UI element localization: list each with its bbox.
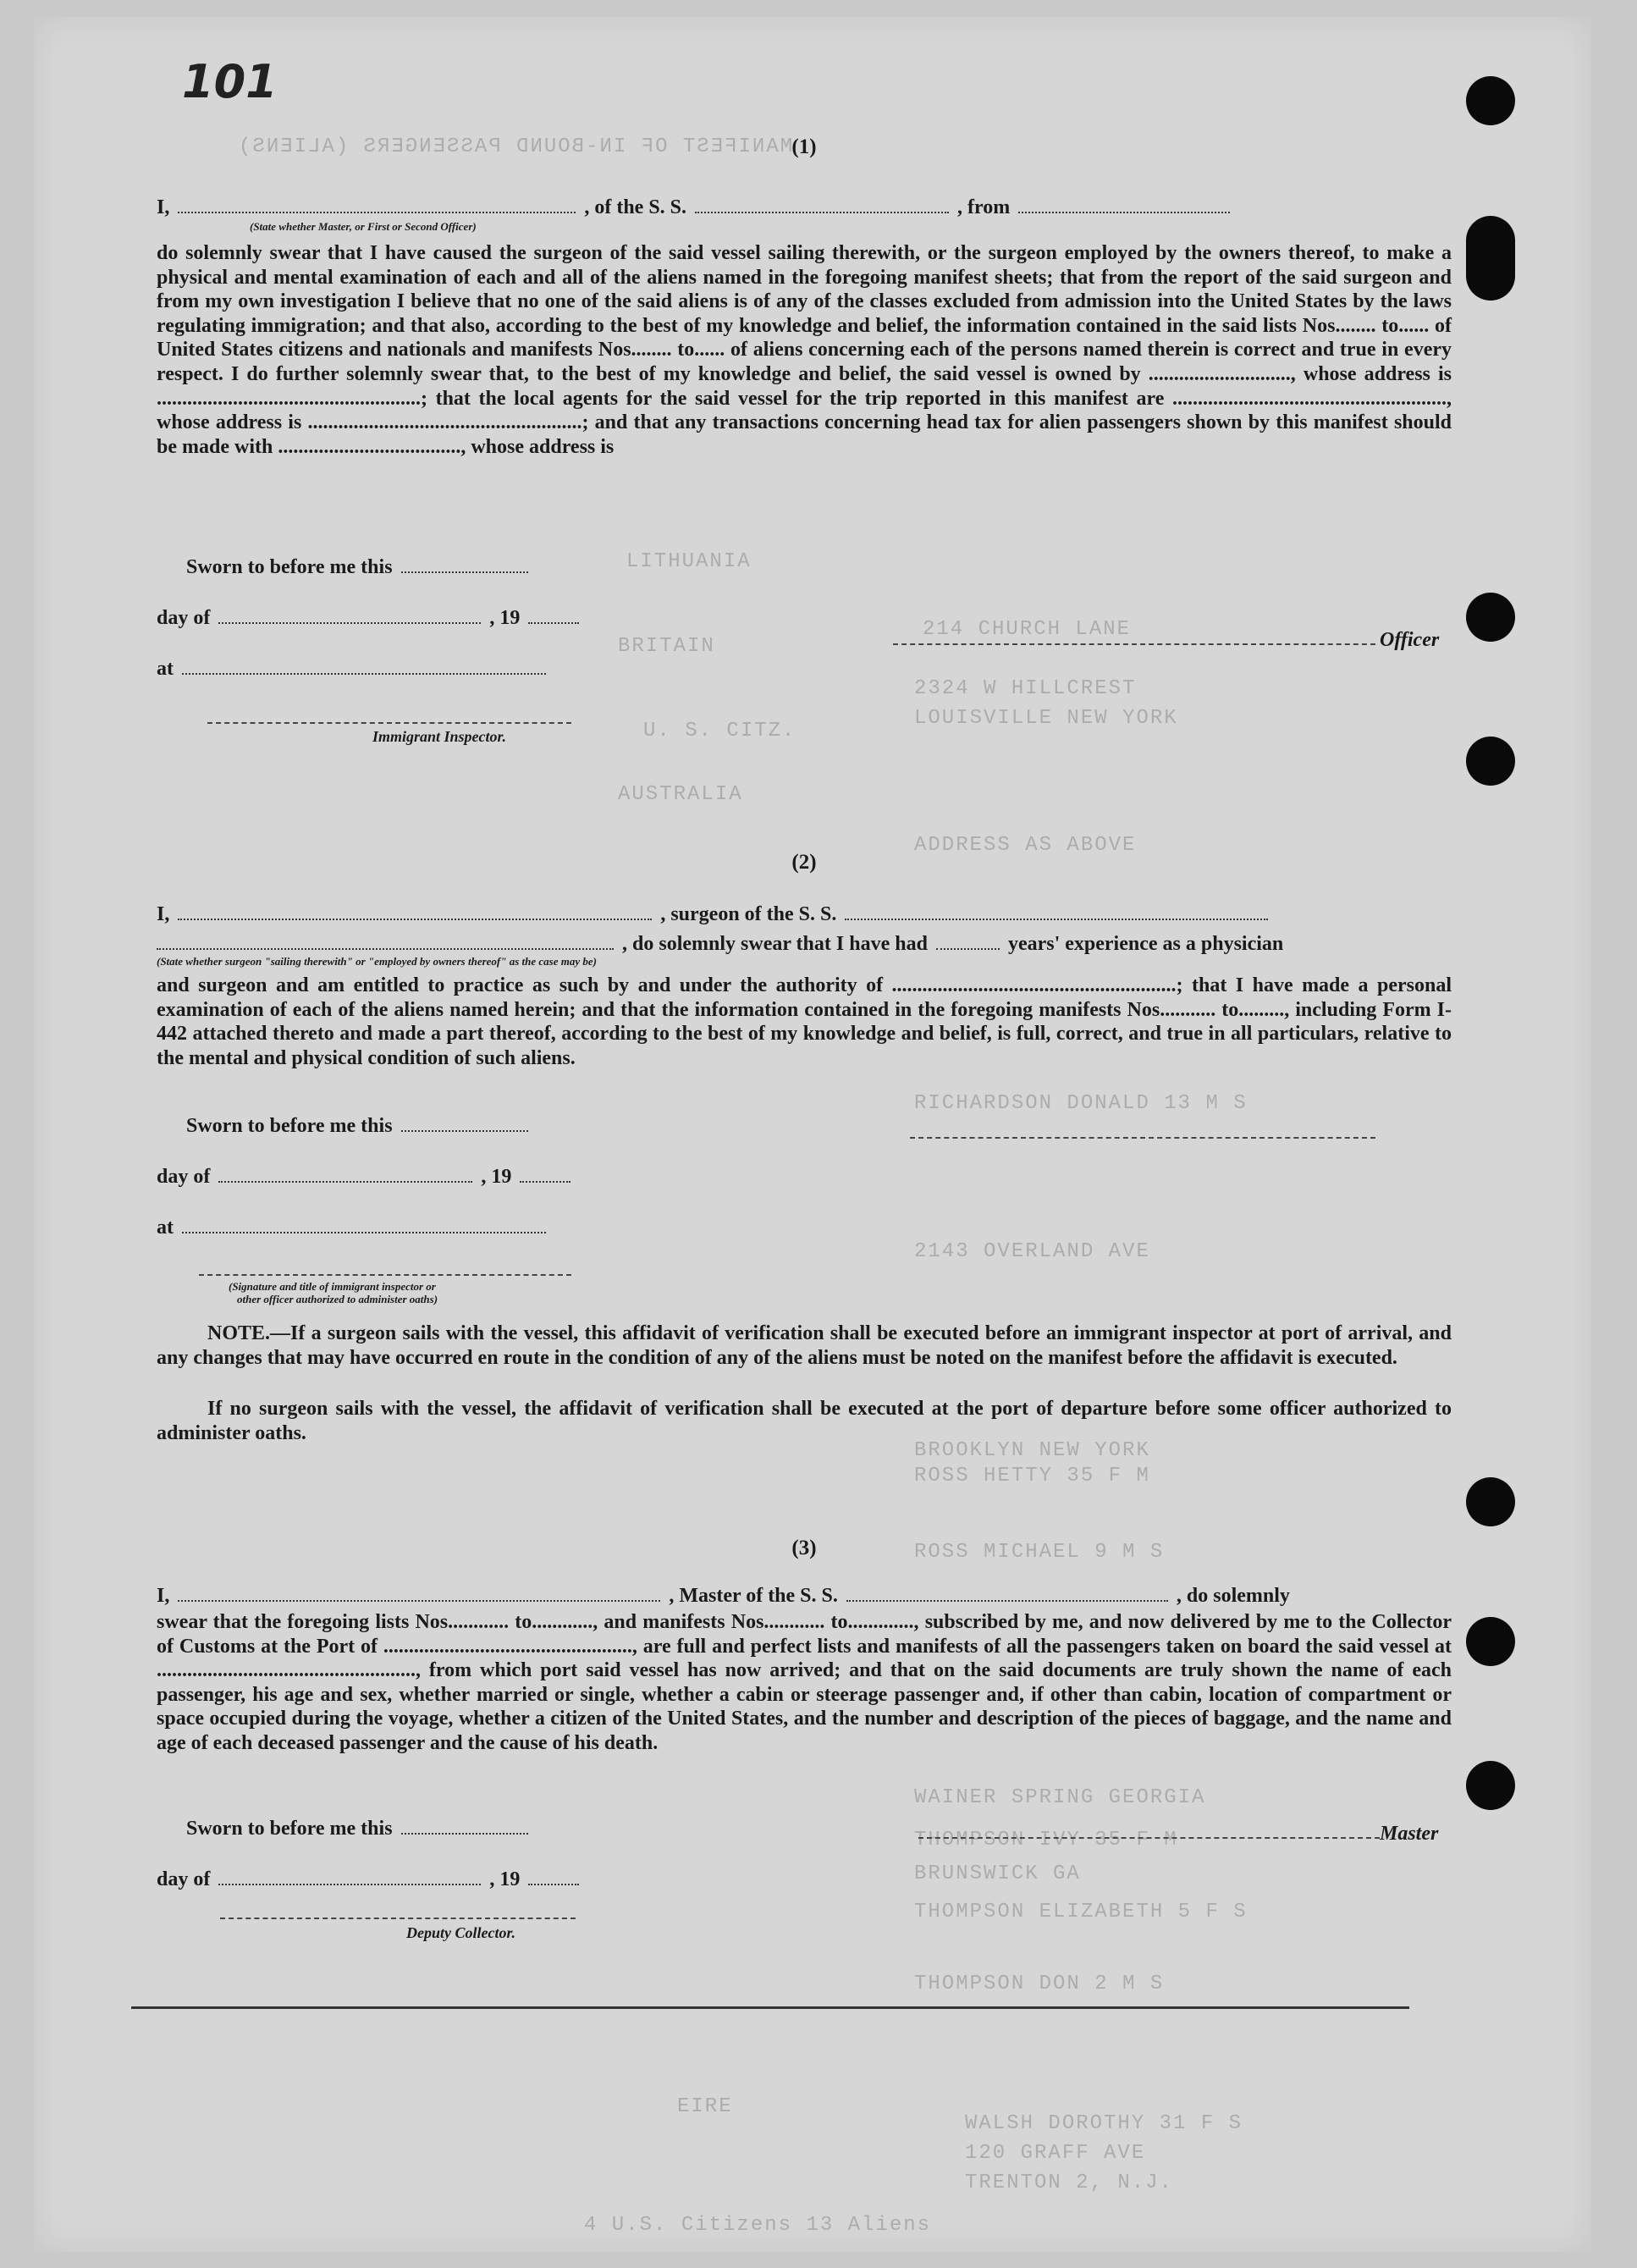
punch-hole xyxy=(1466,737,1515,786)
year-field[interactable] xyxy=(528,1868,579,1885)
year-field[interactable] xyxy=(520,1166,570,1183)
bleed-text: WAINER SPRING GEORGIA xyxy=(914,1786,1206,1809)
label-day-of: day of xyxy=(157,607,211,629)
day-line xyxy=(157,1867,664,1892)
bleed-text: MANIFEST OF IN-BOUND PASSENGERS (ALIENS) xyxy=(237,135,793,158)
bleed-text: BROOKLYN NEW YORK xyxy=(914,1439,1150,1462)
sworn-line xyxy=(186,1113,694,1139)
bleed-text: ADDRESS AS ABOVE xyxy=(914,834,1137,857)
bleed-text: RICHARDSON DONALD 13 M S xyxy=(914,1092,1248,1115)
surgeon-signature-line[interactable] xyxy=(910,1137,1375,1139)
at-field[interactable] xyxy=(182,658,546,675)
punch-hole xyxy=(1466,1477,1515,1526)
section-2-surgeon-oath xyxy=(157,851,1452,1460)
inspector-label: Immigrant Inspector. xyxy=(372,728,507,745)
day-line xyxy=(157,605,664,631)
punch-hole xyxy=(1466,1617,1515,1666)
bleed-text: EIRE xyxy=(677,2095,733,2118)
bleed-text: LOUISVILLE NEW YORK xyxy=(914,707,1178,730)
bleed-text: 120 GRAFF AVE xyxy=(965,2142,1146,2165)
from-field[interactable] xyxy=(1018,196,1230,213)
section-number: (3) xyxy=(791,1537,817,1559)
label-do-solemnly: , do solemnly xyxy=(1176,1585,1290,1607)
label-year: , 19 xyxy=(489,607,521,629)
manifest-page xyxy=(34,17,1591,2252)
bleed-text: WALSH DOROTHY 31 F S xyxy=(965,2112,1243,2135)
master-signature-line[interactable] xyxy=(918,1837,1380,1839)
bleed-text: ROSS MICHAEL 9 M S xyxy=(914,1541,1165,1564)
day-field[interactable] xyxy=(218,607,481,624)
bleed-text: U. S. CITZ. xyxy=(643,720,796,742)
label-master-of: , Master of the S. S. xyxy=(669,1585,838,1607)
section-3-master-declaration xyxy=(157,1537,1452,1977)
sworn-line xyxy=(186,555,694,580)
vessel-field[interactable] xyxy=(845,903,1268,920)
at-field[interactable] xyxy=(182,1217,546,1233)
surgeon-type-field[interactable] xyxy=(157,933,614,950)
surgeon-name-field[interactable] xyxy=(178,903,652,920)
master-label: Master xyxy=(1380,1823,1439,1845)
officer-label: Officer xyxy=(1380,629,1440,651)
master-line-1 xyxy=(157,1583,1452,1609)
inspector-signature-line[interactable] xyxy=(207,722,571,724)
label-at: at xyxy=(157,658,174,680)
bleed-text: THOMPSON IVY 35 F M xyxy=(914,1829,1178,1851)
bleed-text: BRUNSWICK GA xyxy=(914,1862,1081,1885)
official-signature-line[interactable] xyxy=(199,1274,571,1276)
surgeon-line-1 xyxy=(157,902,1452,927)
note-paragraph-2: If no surgeon sails with the vessel, the affidavit of verification shall be executed at the port of departure before some officer authorized to administer oaths. xyxy=(157,1398,1452,1444)
label-years-exp: years' experience as a physician xyxy=(1007,933,1284,955)
bleed-text: ROSS HETTY 35 F M xyxy=(914,1465,1150,1487)
label-at: at xyxy=(157,1217,174,1239)
master-name-field[interactable] xyxy=(178,1585,660,1602)
at-line xyxy=(157,1215,664,1240)
vessel-field[interactable] xyxy=(695,196,949,213)
label-day-of: day of xyxy=(157,1166,211,1188)
surgeon-line-2 xyxy=(157,931,1452,957)
section-number: (1) xyxy=(791,135,817,158)
label-i: I, xyxy=(157,196,170,218)
punch-hole xyxy=(1466,593,1515,642)
day-field[interactable] xyxy=(218,1166,472,1183)
oath-body: do solemnly swear that I have caused the surgeon of the said vessel sailing therewith, or the surgeon employed by the owners thereof, to make a physical and mental examination of each and all of the aliens named in the foregoing manifest sheets; that from the report of the said surgeon and from my own investigation I believe that no one of the said aliens is of any of the classes excluded from admission into the United States by the laws regulating immigration; and that also, according to the best of my knowledge and belief, the information contained in the said lists Nos........ to...... of United States citizens and nationals and manifests Nos........ to...... of aliens concerning each of the persons named therein is correct and true in every respect. I do further solemnly swear that, to the best of my knowledge and belief, the said vessel is owned by ............................, whose address is ....................................................; that the local agents for the said vessel for the trip reported in this manifest are ......................................................, whose address is ......................................................; and that any transactions concerning head tax for alien passengers shown by this manifest should be made with ...................................., whose address is xyxy=(157,242,1452,458)
sworn-date-field[interactable] xyxy=(401,1115,528,1132)
day-line xyxy=(157,1164,664,1189)
bleed-text: BRITAIN xyxy=(618,635,715,658)
label-day-of: day of xyxy=(157,1868,211,1890)
vessel-field[interactable] xyxy=(846,1585,1168,1602)
label-of-ss: , of the S. S. xyxy=(584,196,687,218)
name-field[interactable] xyxy=(178,196,576,213)
bleed-text: THOMPSON DON 2 M S xyxy=(914,1973,1165,1995)
surgeon-hint: (State whether surgeon "sailing therewith" or "employed by owners thereof" as the case may be) xyxy=(157,955,597,968)
surgeon-body: and surgeon and am entitled to practice as such by and under the authority of ........................................................; that I have made a personal examination of each of the aliens named herein; and that the information contained in the foregoing manifests Nos........... to........., including Form I-442 attached thereto and made a part thereof, according to the best of my knowledge and belief, is full, correct, and true in all particulars, relative to the mental and physical condition of such aliens. xyxy=(157,974,1452,1069)
bleed-text: 214 CHURCH LANE xyxy=(923,618,1132,641)
label-sworn: Sworn to before me this xyxy=(186,1115,393,1137)
section-1-master-oath xyxy=(157,135,1452,745)
bleed-text: AUSTRALIA xyxy=(618,783,743,806)
officer-signature-line[interactable] xyxy=(893,643,1375,645)
note-paragraph-1: NOTE.—If a surgeon sails with the vessel, this affidavit of verification shall be executed before an immigrant inspector at port of arrival, and any changes that may have occurred en route in the condition of any of the aliens must be noted on the manifest before the affidavit is executed. xyxy=(157,1322,1452,1369)
label-sworn: Sworn to before me this xyxy=(186,1818,393,1840)
sworn-date-field[interactable] xyxy=(401,1818,528,1835)
label-sworn: Sworn to before me this xyxy=(186,556,393,578)
sworn-date-field[interactable] xyxy=(401,556,528,573)
signature-hint-1: (Signature and title of immigrant inspector or xyxy=(229,1280,436,1293)
label-from: , from xyxy=(957,196,1011,218)
sworn-line xyxy=(186,1816,694,1841)
bleed-text: LITHUANIA xyxy=(626,550,752,573)
section-number: (2) xyxy=(791,851,817,874)
label-year: , 19 xyxy=(481,1166,512,1188)
bottom-rule xyxy=(131,2006,1409,2009)
at-line xyxy=(157,656,664,682)
signature-hint-2: other officer authorized to administer oaths) xyxy=(237,1293,438,1305)
label-year: , 19 xyxy=(489,1868,521,1890)
punch-hole xyxy=(1466,1761,1515,1810)
years-field[interactable] xyxy=(936,933,1000,950)
label-i: I, xyxy=(157,903,170,925)
bleed-text: 2143 OVERLAND AVE xyxy=(914,1240,1150,1263)
label-solemnly: , do solemnly swear that I have had xyxy=(622,933,928,955)
label-i: I, xyxy=(157,1585,170,1607)
declaration-body: swear that the foregoing lists Nos............ to............, and manifests Nos............ to............., subscribed by me, and now delivered by me to the Collector of Customs at the Port of ................................................., are full and perfect lists and manifests of all the passengers taken on board the said vessel at ..................................................., from which port said vessel has now arrived; and that on the said documents are truly shown the name of each passenger, his age and sex, whether married or single, whether a cabin or steerage passenger and, if other than cabin, location of compartment or space occupied during the voyage, whether a citizen of the United States, and the number and description of the pieces of baggage, and the name and age of each deceased passenger and the cause of his death. xyxy=(157,1611,1452,1754)
bleed-text: 4 U.S. Citizens 13 Aliens xyxy=(584,2214,932,2237)
bleed-text: 2324 W HILLCREST xyxy=(914,677,1137,700)
oath-line-1 xyxy=(157,195,1452,220)
label-surgeon-of: , surgeon of the S. S. xyxy=(660,903,837,925)
bleed-text: THOMPSON ELIZABETH 5 F S xyxy=(914,1901,1248,1923)
year-field[interactable] xyxy=(528,607,579,624)
punch-hole xyxy=(1466,76,1515,125)
collector-signature-line[interactable] xyxy=(220,1918,576,1919)
punch-hole xyxy=(1466,216,1515,301)
bleed-text: TRENTON 2, N.J. xyxy=(965,2171,1174,2194)
master-hint: (State whether Master, or First or Second Officer) xyxy=(250,220,477,233)
handwritten-page-number: 101 xyxy=(182,55,278,108)
collector-label: Deputy Collector. xyxy=(406,1924,515,1941)
day-field[interactable] xyxy=(218,1868,481,1885)
